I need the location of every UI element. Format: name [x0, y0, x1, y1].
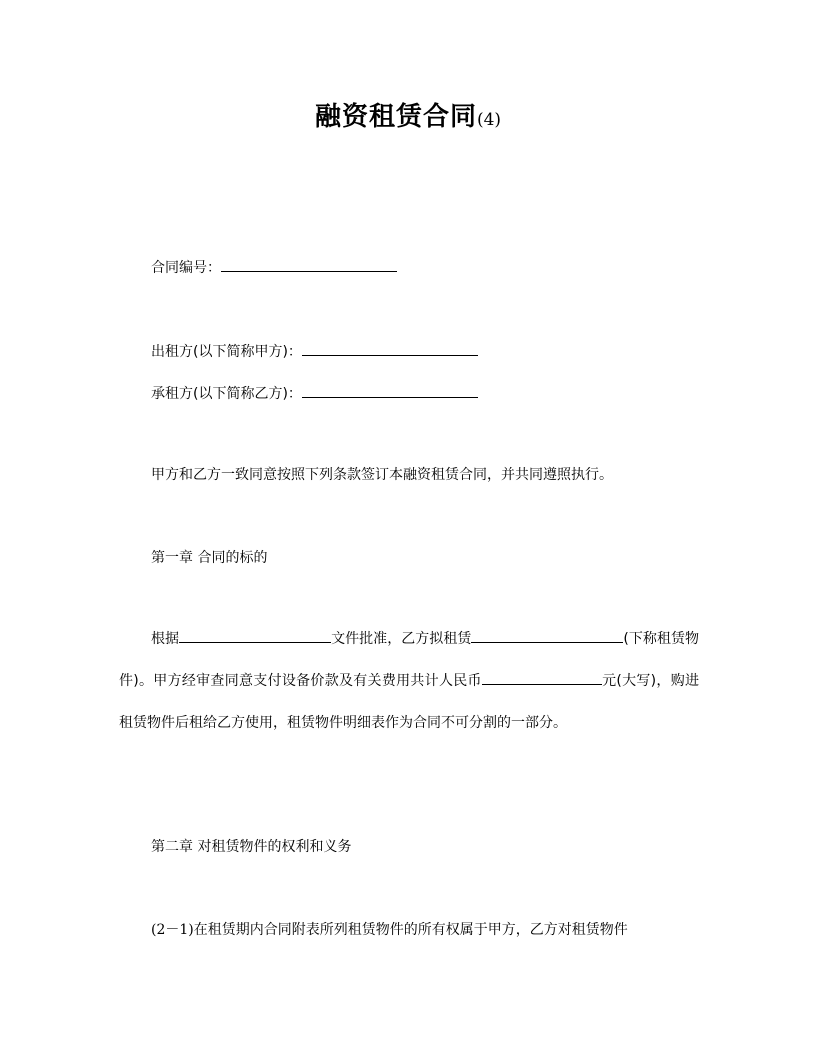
approval-document-blank [179, 626, 331, 643]
lessee-label: 承租方(以下简称乙方)： [151, 386, 302, 402]
lessee-line [151, 382, 478, 404]
clause-2-1-line [151, 920, 628, 940]
lessor-label: 出租方(以下简称甲方)： [151, 344, 302, 360]
chapter2-heading [151, 837, 351, 857]
amount-blank [482, 668, 602, 685]
lessor-line [151, 340, 478, 362]
title-suffix: (4) [476, 110, 502, 130]
clause-2-1-number: (2－1) [151, 922, 194, 938]
contract-number-blank [221, 256, 397, 272]
lessor-blank [302, 340, 478, 356]
chapter1-heading [151, 548, 267, 568]
chapter1-part3: (下称租赁物件)。甲方经审查同意支付设备价款及有关费用共计人民币 [119, 631, 699, 689]
chapter1-part4: 元(大写)，购进租赁物件后租给乙方使用，租赁物件明细表作为合同不可分割的一部分。 [119, 673, 699, 731]
title-text: 融资租赁合同 [314, 102, 477, 132]
intro-text: 甲方和乙方一致同意按照下列条款签订本融资租赁合同，并共同遵照执行。 [151, 467, 613, 483]
chapter1-heading-text: 第一章 合同的标的 [151, 550, 268, 566]
chapter1-part2: 文件批准，乙方拟租赁 [331, 631, 472, 647]
leased-item-blank [471, 626, 623, 643]
document-title [0, 97, 816, 140]
chapter2-heading-text: 第二章 对租赁物件的权利和义务 [151, 839, 352, 855]
contract-number-line [151, 256, 397, 278]
intro-line [151, 465, 613, 485]
chapter1-paragraph [119, 618, 699, 744]
clause-2-1-text: 在租赁期内合同附表所列租赁物件的所有权属于甲方，乙方对租赁物件 [193, 922, 628, 938]
contract-number-label: 合同编号： [151, 260, 221, 276]
chapter1-part1: 根据 [151, 631, 180, 647]
lessee-blank [302, 382, 478, 398]
